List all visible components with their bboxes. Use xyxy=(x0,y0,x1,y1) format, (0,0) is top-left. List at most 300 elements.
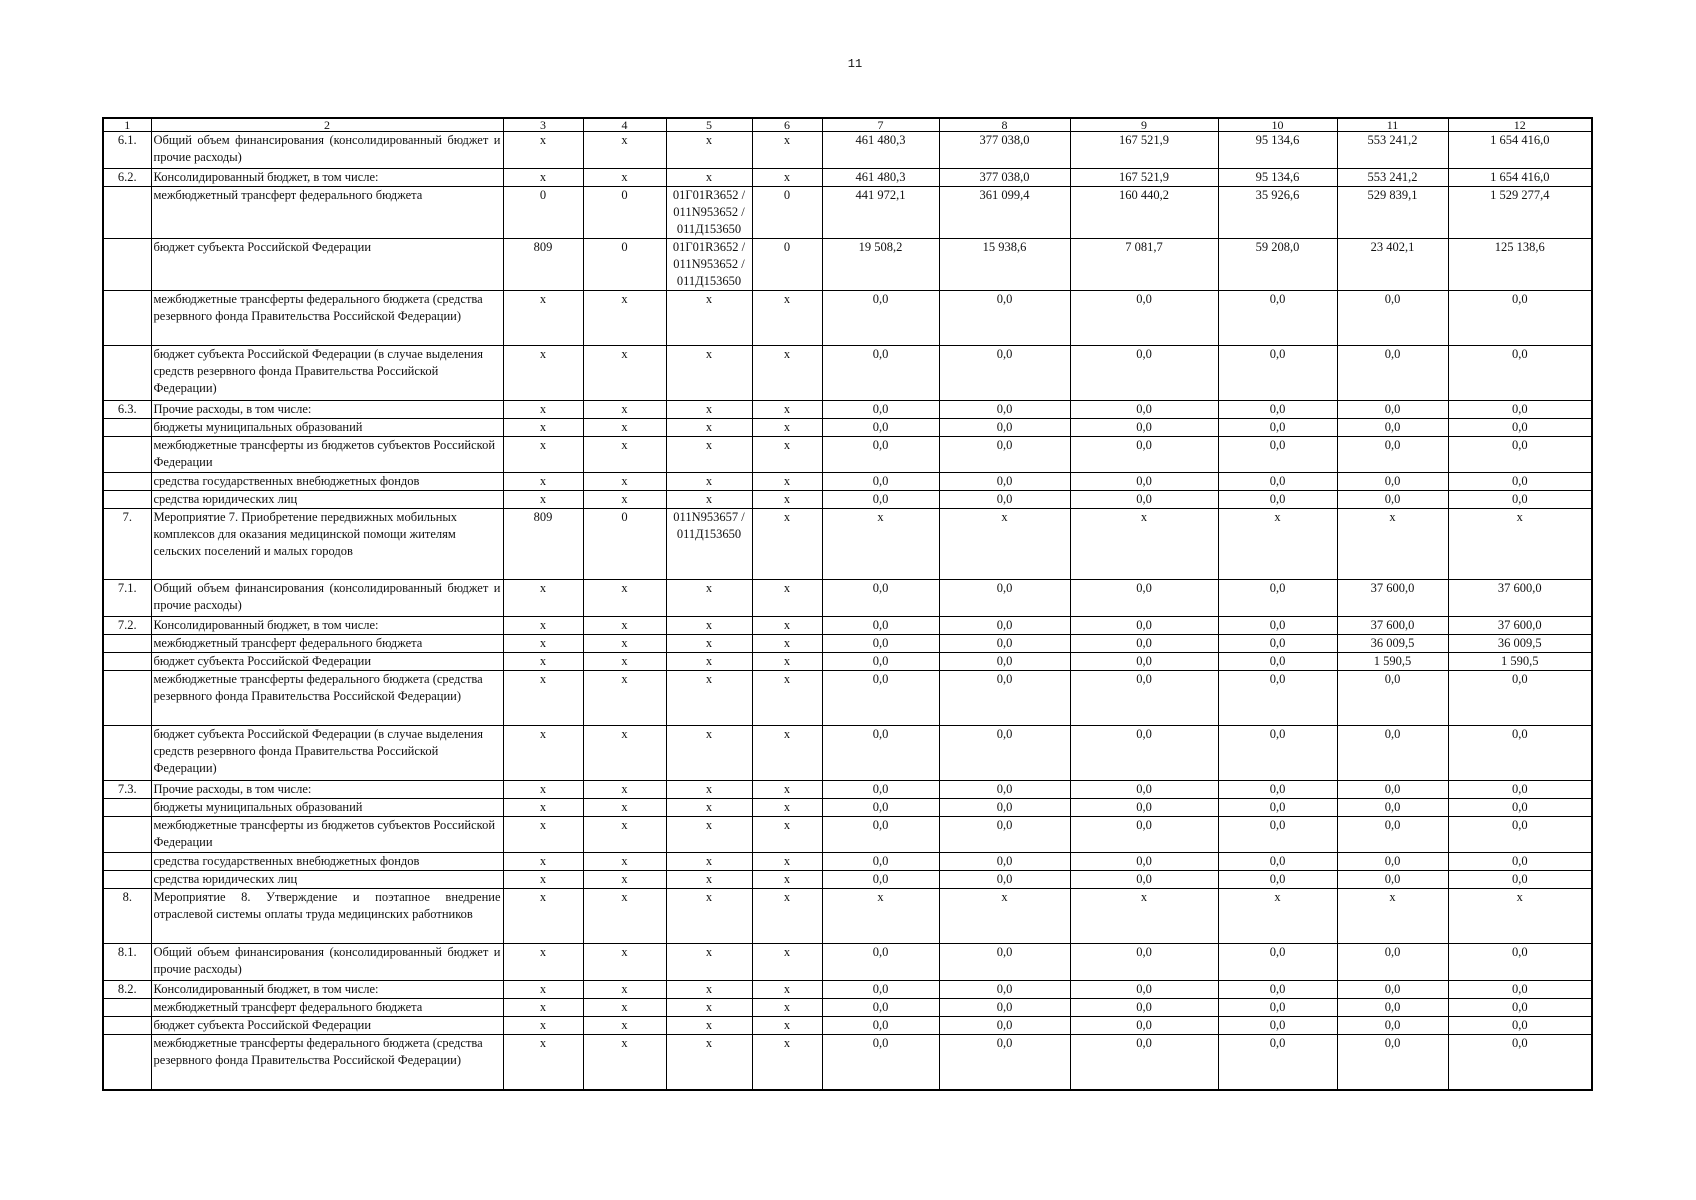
value-cell: 0,0 xyxy=(1337,1035,1448,1090)
value-cell: 0,0 xyxy=(939,617,1070,635)
value-cell: 0,0 xyxy=(1337,999,1448,1017)
col4-cell: х xyxy=(583,580,666,617)
col4-cell: х xyxy=(583,653,666,671)
value-cell: 0,0 xyxy=(1218,1017,1337,1035)
col3-cell: х xyxy=(503,999,583,1017)
row-number xyxy=(103,491,151,509)
col3-cell: х xyxy=(503,671,583,726)
value-cell: 1 529 277,4 xyxy=(1448,187,1592,239)
value-cell: 0,0 xyxy=(1218,491,1337,509)
row-number xyxy=(103,817,151,853)
value-cell: 0,0 xyxy=(1218,401,1337,419)
value-cell: 0,0 xyxy=(1448,473,1592,491)
value-cell: 0,0 xyxy=(1070,999,1218,1017)
value-cell: 0,0 xyxy=(939,871,1070,889)
value-cell: 167 521,9 xyxy=(1070,169,1218,187)
value-cell: 0,0 xyxy=(1070,726,1218,781)
value-cell: 0,0 xyxy=(1218,871,1337,889)
col4-cell: х xyxy=(583,491,666,509)
value-cell: х xyxy=(1070,889,1218,944)
col3-cell: х xyxy=(503,437,583,473)
table-row xyxy=(103,291,1592,346)
row-number: 6.3. xyxy=(103,401,151,419)
table-row xyxy=(103,491,1592,509)
col4-cell: х xyxy=(583,419,666,437)
col5-cell: х xyxy=(666,889,752,944)
value-cell: 0,0 xyxy=(1448,437,1592,473)
value-cell: 1 590,5 xyxy=(1448,653,1592,671)
row-description: средства государственных внебюджетных фондов xyxy=(151,853,503,871)
value-cell: 0,0 xyxy=(1070,635,1218,653)
col3-cell: х xyxy=(503,981,583,999)
value-cell: 0,0 xyxy=(1218,999,1337,1017)
col3-cell: х xyxy=(503,781,583,799)
value-cell: 0,0 xyxy=(822,419,939,437)
col5-cell: х xyxy=(666,635,752,653)
value-cell: 95 134,6 xyxy=(1218,132,1337,169)
col6-cell: х xyxy=(752,346,822,401)
value-cell: 0,0 xyxy=(1070,653,1218,671)
col5-cell: 011N953657 / 011Д153650 xyxy=(666,509,752,580)
col4-cell: х xyxy=(583,671,666,726)
value-cell: 0,0 xyxy=(1337,291,1448,346)
value-cell: 0,0 xyxy=(1448,491,1592,509)
col4-cell: 0 xyxy=(583,239,666,291)
row-number: 8.1. xyxy=(103,944,151,981)
table-row xyxy=(103,781,1592,799)
table-row xyxy=(103,871,1592,889)
value-cell: х xyxy=(1070,509,1218,580)
col4-cell: х xyxy=(583,981,666,999)
value-cell: 0,0 xyxy=(939,981,1070,999)
col5-cell: х xyxy=(666,726,752,781)
value-cell: 0,0 xyxy=(1070,1017,1218,1035)
value-cell: 0,0 xyxy=(939,671,1070,726)
value-cell: 0,0 xyxy=(1070,437,1218,473)
col3-cell: х xyxy=(503,1035,583,1090)
value-cell: 0,0 xyxy=(939,437,1070,473)
value-cell: 37 600,0 xyxy=(1337,580,1448,617)
column-header: 12 xyxy=(1448,118,1592,132)
row-description: средства юридических лиц xyxy=(151,491,503,509)
col4-cell: х xyxy=(583,437,666,473)
row-number xyxy=(103,999,151,1017)
value-cell: 0,0 xyxy=(822,817,939,853)
row-description: межбюджетный трансферт федерального бюджета xyxy=(151,635,503,653)
row-number: 7.3. xyxy=(103,781,151,799)
col5-cell: х xyxy=(666,853,752,871)
row-number xyxy=(103,437,151,473)
value-cell: 36 009,5 xyxy=(1448,635,1592,653)
col3-cell: х xyxy=(503,853,583,871)
value-cell: 0,0 xyxy=(1337,473,1448,491)
row-description: межбюджетные трансферты федерального бюджета (средства резервного фонда Правительства Российской Федерации) xyxy=(151,1035,503,1090)
value-cell: 0,0 xyxy=(1218,817,1337,853)
table-row xyxy=(103,187,1592,239)
row-description: Мероприятие 7. Приобретение передвижных мобильных комплексов для оказания медицинской помощи жителям сельских поселений и малых городов xyxy=(151,509,503,580)
table-row xyxy=(103,509,1592,580)
row-description: Консолидированный бюджет, в том числе: xyxy=(151,617,503,635)
value-cell: 0,0 xyxy=(1448,781,1592,799)
col4-cell: х xyxy=(583,1017,666,1035)
value-cell: 0,0 xyxy=(1218,419,1337,437)
col6-cell: х xyxy=(752,419,822,437)
col5-cell: х xyxy=(666,617,752,635)
col5-cell: х xyxy=(666,291,752,346)
col6-cell: х xyxy=(752,132,822,169)
value-cell: 0,0 xyxy=(1337,726,1448,781)
row-description: бюджет субъекта Российской Федерации xyxy=(151,653,503,671)
row-description: межбюджетный трансферт федерального бюджета xyxy=(151,187,503,239)
value-cell: 0,0 xyxy=(822,981,939,999)
col6-cell: х xyxy=(752,653,822,671)
row-description: средства юридических лиц xyxy=(151,871,503,889)
row-number xyxy=(103,1035,151,1090)
value-cell: 0,0 xyxy=(1337,871,1448,889)
value-cell: 0,0 xyxy=(1070,473,1218,491)
col3-cell: х xyxy=(503,291,583,346)
value-cell: 0,0 xyxy=(1218,853,1337,871)
value-cell: 125 138,6 xyxy=(1448,239,1592,291)
value-cell: 0,0 xyxy=(939,1017,1070,1035)
col6-cell: х xyxy=(752,437,822,473)
col6-cell: х xyxy=(752,291,822,346)
value-cell: 0,0 xyxy=(822,437,939,473)
col6-cell: х xyxy=(752,781,822,799)
row-description: Консолидированный бюджет, в том числе: xyxy=(151,981,503,999)
col3-cell: х xyxy=(503,473,583,491)
value-cell: 377 038,0 xyxy=(939,169,1070,187)
table-row xyxy=(103,889,1592,944)
col6-cell: х xyxy=(752,999,822,1017)
value-cell: 36 009,5 xyxy=(1337,635,1448,653)
value-cell: х xyxy=(822,889,939,944)
column-header: 6 xyxy=(752,118,822,132)
row-description: межбюджетные трансферты федерального бюджета (средства резервного фонда Правительства Российской Федерации) xyxy=(151,671,503,726)
value-cell: х xyxy=(939,889,1070,944)
value-cell: 0,0 xyxy=(939,635,1070,653)
value-cell: 0,0 xyxy=(939,580,1070,617)
value-cell: 0,0 xyxy=(1448,401,1592,419)
col4-cell: х xyxy=(583,635,666,653)
value-cell: 0,0 xyxy=(939,291,1070,346)
col4-cell: х xyxy=(583,401,666,419)
value-cell: 37 600,0 xyxy=(1337,617,1448,635)
row-number xyxy=(103,346,151,401)
value-cell: 0,0 xyxy=(1337,853,1448,871)
col6-cell: х xyxy=(752,580,822,617)
row-number xyxy=(103,473,151,491)
col4-cell: х xyxy=(583,944,666,981)
row-number: 8.2. xyxy=(103,981,151,999)
col6-cell: х xyxy=(752,473,822,491)
value-cell: 0,0 xyxy=(1337,981,1448,999)
value-cell: 0,0 xyxy=(1448,981,1592,999)
value-cell: 0,0 xyxy=(1218,291,1337,346)
row-description: бюджет субъекта Российской Федерации xyxy=(151,1017,503,1035)
table-row xyxy=(103,239,1592,291)
col5-cell: х xyxy=(666,653,752,671)
row-description: Прочие расходы, в том числе: xyxy=(151,781,503,799)
value-cell: х xyxy=(939,509,1070,580)
value-cell: 0,0 xyxy=(939,419,1070,437)
row-description: Прочие расходы, в том числе: xyxy=(151,401,503,419)
value-cell: 15 938,6 xyxy=(939,239,1070,291)
row-description: Общий объем финансирования (консолидированный бюджет и прочие расходы) xyxy=(151,580,503,617)
col3-cell: х xyxy=(503,580,583,617)
value-cell: 0,0 xyxy=(822,726,939,781)
table-row xyxy=(103,999,1592,1017)
col5-cell: х xyxy=(666,473,752,491)
col5-cell: х xyxy=(666,346,752,401)
row-number xyxy=(103,291,151,346)
table-row xyxy=(103,981,1592,999)
col3-cell: 809 xyxy=(503,509,583,580)
value-cell: 361 099,4 xyxy=(939,187,1070,239)
row-description: межбюджетные трансферты из бюджетов субъектов Российской Федерации xyxy=(151,437,503,473)
column-header: 9 xyxy=(1070,118,1218,132)
value-cell: 0,0 xyxy=(1070,291,1218,346)
col5-cell: х xyxy=(666,437,752,473)
value-cell: 0,0 xyxy=(1070,981,1218,999)
value-cell: 0,0 xyxy=(822,401,939,419)
value-cell: 0,0 xyxy=(1070,871,1218,889)
value-cell: 0,0 xyxy=(822,617,939,635)
col3-cell: х xyxy=(503,799,583,817)
value-cell: 0,0 xyxy=(1337,437,1448,473)
value-cell: 35 926,6 xyxy=(1218,187,1337,239)
row-number xyxy=(103,1017,151,1035)
value-cell: 0,0 xyxy=(1070,419,1218,437)
column-header: 8 xyxy=(939,118,1070,132)
value-cell: 0,0 xyxy=(1218,473,1337,491)
col6-cell: х xyxy=(752,671,822,726)
value-cell: 167 521,9 xyxy=(1070,132,1218,169)
value-cell: 0,0 xyxy=(1218,346,1337,401)
value-cell: 0,0 xyxy=(822,999,939,1017)
value-cell: 0,0 xyxy=(822,1017,939,1035)
table-row xyxy=(103,635,1592,653)
col3-cell: х xyxy=(503,635,583,653)
col4-cell: х xyxy=(583,853,666,871)
value-cell: 0,0 xyxy=(822,781,939,799)
value-cell: 0,0 xyxy=(939,781,1070,799)
value-cell: 377 038,0 xyxy=(939,132,1070,169)
table-row xyxy=(103,944,1592,981)
col5-cell: х xyxy=(666,491,752,509)
col3-cell: х xyxy=(503,491,583,509)
value-cell: 0,0 xyxy=(1337,799,1448,817)
value-cell: 0,0 xyxy=(1218,580,1337,617)
col6-cell: х xyxy=(752,871,822,889)
table-row xyxy=(103,473,1592,491)
value-cell: 0,0 xyxy=(1448,419,1592,437)
value-cell: 0,0 xyxy=(1218,635,1337,653)
value-cell: 0,0 xyxy=(1448,346,1592,401)
table-row xyxy=(103,853,1592,871)
table-row xyxy=(103,346,1592,401)
page-number: 11 xyxy=(847,57,863,71)
row-number: 6.2. xyxy=(103,169,151,187)
value-cell: 0,0 xyxy=(822,944,939,981)
value-cell: 0,0 xyxy=(822,491,939,509)
row-number xyxy=(103,671,151,726)
value-cell: 1 654 416,0 xyxy=(1448,169,1592,187)
value-cell: 0,0 xyxy=(1448,799,1592,817)
value-cell: 0,0 xyxy=(1070,781,1218,799)
value-cell: 0,0 xyxy=(939,944,1070,981)
value-cell: 0,0 xyxy=(1070,491,1218,509)
col4-cell: х xyxy=(583,291,666,346)
col3-cell: х xyxy=(503,1017,583,1035)
table-row xyxy=(103,653,1592,671)
col3-cell: х xyxy=(503,132,583,169)
value-cell: 0,0 xyxy=(822,580,939,617)
table-row xyxy=(103,1017,1592,1035)
value-cell: 0,0 xyxy=(1448,853,1592,871)
value-cell: 0,0 xyxy=(1218,944,1337,981)
value-cell: 0,0 xyxy=(1448,944,1592,981)
col3-cell: х xyxy=(503,871,583,889)
col5-cell: х xyxy=(666,401,752,419)
col5-cell: 01Г01R3652 / 011N953652 / 011Д153650 xyxy=(666,239,752,291)
value-cell: 0,0 xyxy=(939,473,1070,491)
value-cell: 0,0 xyxy=(1070,853,1218,871)
value-cell: 0,0 xyxy=(1218,781,1337,799)
value-cell: 0,0 xyxy=(822,871,939,889)
col6-cell: 0 xyxy=(752,239,822,291)
value-cell: 0,0 xyxy=(1070,617,1218,635)
value-cell: 0,0 xyxy=(1218,1035,1337,1090)
row-description: Общий объем финансирования (консолидированный бюджет и прочие расходы) xyxy=(151,944,503,981)
row-number: 7.2. xyxy=(103,617,151,635)
value-cell: 0,0 xyxy=(939,726,1070,781)
value-cell: 0,0 xyxy=(1448,871,1592,889)
col6-cell: х xyxy=(752,1017,822,1035)
value-cell: 0,0 xyxy=(1070,346,1218,401)
row-description: средства государственных внебюджетных фондов xyxy=(151,473,503,491)
value-cell: 0,0 xyxy=(1070,671,1218,726)
col6-cell: х xyxy=(752,944,822,981)
value-cell: 0,0 xyxy=(1218,437,1337,473)
value-cell: 0,0 xyxy=(1448,999,1592,1017)
col4-cell: х xyxy=(583,1035,666,1090)
table-row xyxy=(103,1035,1592,1090)
col6-cell: х xyxy=(752,635,822,653)
value-cell: х xyxy=(1448,889,1592,944)
row-description: Общий объем финансирования (консолидированный бюджет и прочие расходы) xyxy=(151,132,503,169)
table-row xyxy=(103,617,1592,635)
col5-cell: х xyxy=(666,132,752,169)
value-cell: 0,0 xyxy=(939,491,1070,509)
col3-cell: х xyxy=(503,346,583,401)
col6-cell: х xyxy=(752,853,822,871)
col6-cell: х xyxy=(752,401,822,419)
row-number xyxy=(103,187,151,239)
value-cell: 0,0 xyxy=(939,346,1070,401)
value-cell: 0,0 xyxy=(1218,799,1337,817)
table-row xyxy=(103,132,1592,169)
row-number: 7. xyxy=(103,509,151,580)
value-cell: х xyxy=(822,509,939,580)
col6-cell: х xyxy=(752,726,822,781)
row-description: межбюджетные трансферты из бюджетов субъектов Российской Федерации xyxy=(151,817,503,853)
col3-cell: х xyxy=(503,726,583,781)
value-cell: 0,0 xyxy=(822,1035,939,1090)
value-cell: 0,0 xyxy=(1070,580,1218,617)
col3-cell: 0 xyxy=(503,187,583,239)
col4-cell: х xyxy=(583,799,666,817)
col5-cell: х xyxy=(666,1035,752,1090)
column-header: 10 xyxy=(1218,118,1337,132)
value-cell: 0,0 xyxy=(1070,401,1218,419)
value-cell: 37 600,0 xyxy=(1448,580,1592,617)
row-description: бюджет субъекта Российской Федерации xyxy=(151,239,503,291)
row-description: бюджеты муниципальных образований xyxy=(151,799,503,817)
col4-cell: х xyxy=(583,169,666,187)
value-cell: 0,0 xyxy=(1448,1035,1592,1090)
column-header: 5 xyxy=(666,118,752,132)
col6-cell: х xyxy=(752,169,822,187)
value-cell: 0,0 xyxy=(1218,981,1337,999)
value-cell: 529 839,1 xyxy=(1337,187,1448,239)
value-cell: 0,0 xyxy=(822,473,939,491)
col3-cell: х xyxy=(503,817,583,853)
col5-cell: х xyxy=(666,817,752,853)
value-cell: 0,0 xyxy=(822,671,939,726)
col6-cell: х xyxy=(752,509,822,580)
value-cell: 0,0 xyxy=(1218,726,1337,781)
col4-cell: х xyxy=(583,473,666,491)
column-header: 2 xyxy=(151,118,503,132)
row-description: межбюджетные трансферты федерального бюджета (средства резервного фонда Правительства Российской Федерации) xyxy=(151,291,503,346)
value-cell: 0,0 xyxy=(939,653,1070,671)
col5-cell: х xyxy=(666,999,752,1017)
value-cell: 0,0 xyxy=(1218,617,1337,635)
col5-cell: 01Г01R3652 / 011N953652 / 011Д153650 xyxy=(666,187,752,239)
col3-cell: х xyxy=(503,944,583,981)
col5-cell: х xyxy=(666,799,752,817)
value-cell: 0,0 xyxy=(1337,401,1448,419)
value-cell: х xyxy=(1448,509,1592,580)
value-cell: 0,0 xyxy=(1448,726,1592,781)
table-row xyxy=(103,799,1592,817)
col3-cell: х xyxy=(503,889,583,944)
value-cell: 0,0 xyxy=(1337,419,1448,437)
col4-cell: х xyxy=(583,999,666,1017)
col3-cell: х xyxy=(503,169,583,187)
row-number xyxy=(103,419,151,437)
value-cell: 95 134,6 xyxy=(1218,169,1337,187)
value-cell: 553 241,2 xyxy=(1337,132,1448,169)
row-number xyxy=(103,726,151,781)
value-cell: 0,0 xyxy=(1070,799,1218,817)
col3-cell: 809 xyxy=(503,239,583,291)
col6-cell: х xyxy=(752,889,822,944)
value-cell: 1 590,5 xyxy=(1337,653,1448,671)
col4-cell: х xyxy=(583,132,666,169)
col5-cell: х xyxy=(666,580,752,617)
table-row xyxy=(103,580,1592,617)
value-cell: х xyxy=(1218,509,1337,580)
value-cell: 461 480,3 xyxy=(822,169,939,187)
table-row xyxy=(103,437,1592,473)
value-cell: 0,0 xyxy=(1218,671,1337,726)
value-cell: 0,0 xyxy=(1448,671,1592,726)
col4-cell: х xyxy=(583,781,666,799)
value-cell: 0,0 xyxy=(939,1035,1070,1090)
column-header: 3 xyxy=(503,118,583,132)
